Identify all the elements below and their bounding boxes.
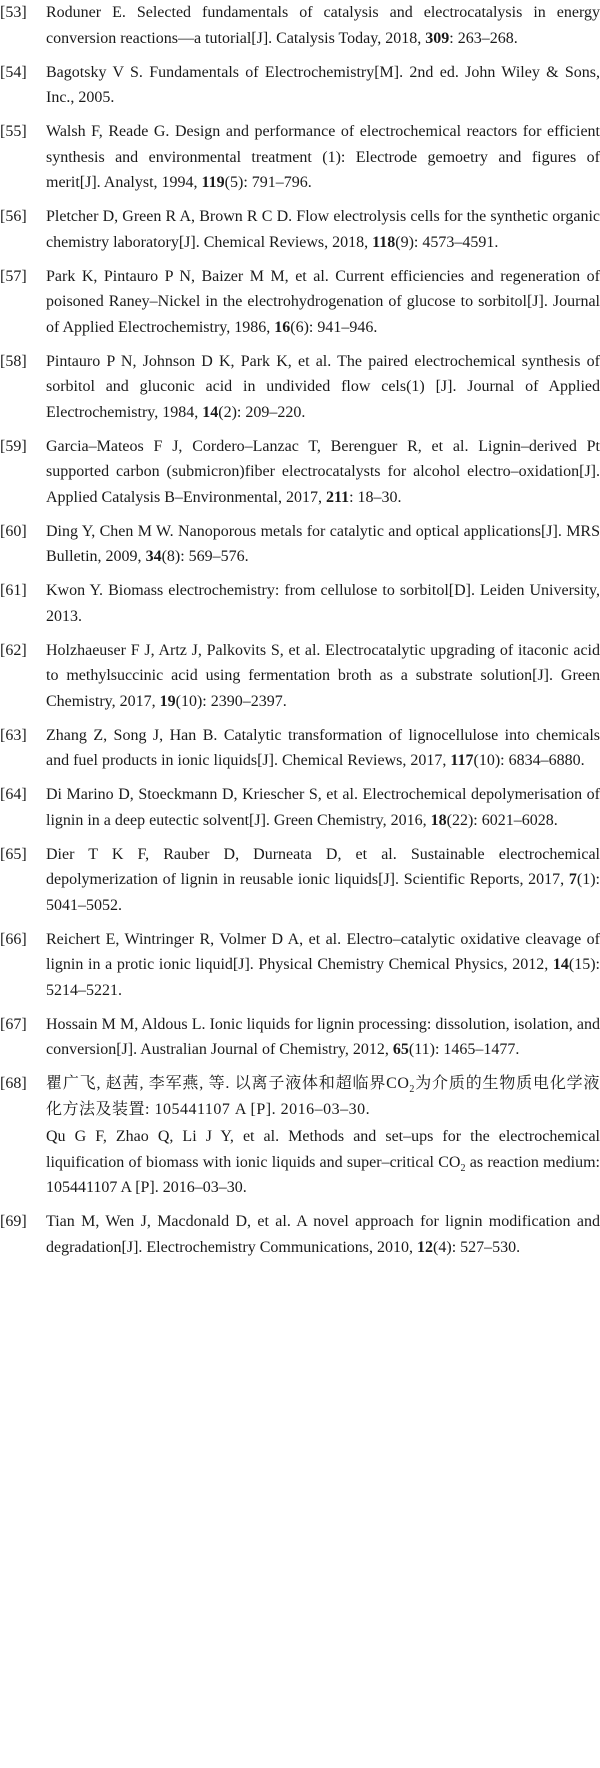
reference-paragraph: Garcia–Mateos F J, Cordero–Lanzac T, Berenguer R, et al. Lignin–derived Pt supported carbon (submicron)fiber electrocatalysts for alcohol electro–oxidation[J]. Applied Catalysis B–Environmental, 2017, 211: 18–30. xyxy=(46,437,600,506)
reference-paragraph: Pintauro P N, Johnson D K, Park K, et al. The paired electrochemical synthesis of sorbitol and gluconic acid in undivided flow cels(1) [J]. Journal of Applied Electrochemistry, 1984, 14(2): 209–220. xyxy=(46,352,600,421)
reference-number: [58] xyxy=(0,352,27,370)
reference-item xyxy=(0,1209,600,1260)
reference-paragraph: Tian M, Wen J, Macdonald D, et al. A novel approach for lignin modification and degradation[J]. Electrochemistry Communications, 2010, 12(4): 527–530. xyxy=(46,1213,600,1256)
reference-paragraph: Di Marino D, Stoeckmann D, Kriescher S, et al. Electrochemical depolymerisation of lignin in a deep eutectic solvent[J]. Green Chemistry, 2016, 18(22): 6021–6028. xyxy=(46,786,600,829)
reference-paragraph: Walsh F, Reade G. Design and performance of electrochemical reactors for efficient synthesis and environmental treatment (1): Electrode gemoetry and figures of merit[J]. Analyst, 1994, 119(5): 791–796. xyxy=(46,123,600,191)
reference-number: [55] xyxy=(0,123,27,140)
reference-paragraph: Park K, Pintauro P N, Baizer M M, et al. Current efficiencies and regeneration of poisoned Raney–Nickel in the electrohydrogenation of glucose to sorbitol[J]. Journal of Applied Electrochemistry, 1986, 16(6): 941–946. xyxy=(46,267,600,336)
reference-text xyxy=(46,264,600,341)
reference-item xyxy=(0,842,600,919)
reference-text xyxy=(46,578,600,629)
reference-item xyxy=(0,60,600,111)
reference-number: [60] xyxy=(0,522,27,540)
volume-number: 12 xyxy=(417,1238,434,1256)
reference-paragraph: Pletcher D, Green R A, Brown R C D. Flow electrolysis cells for the synthetic organic chemistry laboratory[J]. Chemical Reviews, 2018, 118(9): 4573–4591. xyxy=(46,208,600,251)
reference-text xyxy=(46,1209,600,1260)
reference-item xyxy=(0,782,600,833)
reference-text xyxy=(46,434,600,511)
reference-number: [67] xyxy=(0,1015,27,1033)
volume-number: 117 xyxy=(450,752,474,769)
volume-number: 7 xyxy=(568,871,577,888)
reference-number: [65] xyxy=(0,845,27,863)
reference-paragraph: Reichert E, Wintringer R, Volmer D A, et al. Electro–catalytic oxidative cleavage of lignin in a protic ionic liquid[J]. Physical Chemistry Chemical Physics, 2012, 14(15): 5214–5221. xyxy=(46,930,600,999)
reference-text xyxy=(46,638,600,715)
reference-paragraph: Hossain M M, Aldous L. Ionic liquids for lignin processing: dissolution, isolation, and conversion[J]. Australian Journal of Chemistry, 2012, 65(11): 1465–1477. xyxy=(46,1015,600,1058)
reference-text xyxy=(46,119,600,196)
volume-number: 119 xyxy=(201,174,225,191)
reference-number: [57] xyxy=(0,267,27,285)
reference-number: [63] xyxy=(0,726,27,744)
volume-number: 309 xyxy=(425,29,450,47)
volume-number: 211 xyxy=(325,488,350,506)
volume-number: 14 xyxy=(552,956,569,973)
reference-item xyxy=(0,519,600,570)
reference-text xyxy=(46,0,600,51)
reference-item xyxy=(0,0,600,51)
reference-number: [61] xyxy=(0,582,27,599)
reference-item xyxy=(0,204,600,255)
subscript: 2 xyxy=(409,1084,415,1096)
reference-paragraph: 瞿广飞, 赵茜, 李军燕, 等. 以离子液体和超临界$CO_2$为介质的生物质电化学液化方法及装置: 105441107 A [P]. 2016–03–30. xyxy=(46,1075,600,1118)
reference-text xyxy=(46,927,600,1004)
reference-text xyxy=(46,1071,600,1201)
reference-item xyxy=(0,1071,600,1201)
reference-text xyxy=(46,782,600,833)
volume-number: 19 xyxy=(159,692,176,710)
reference-paragraph: Dier T K F, Rauber D, Durneata D, et al. Sustainable electrochemical depolymerization of lignin in reusable ionic liquids[J]. Scientific Reports, 2017, 7(1): 5041–5052. xyxy=(46,845,600,914)
reference-text xyxy=(46,349,600,426)
reference-paragraph: Qu G F, Zhao Q, Li J Y, et al. Methods and set–ups for the electrochemical liquification of biomass with ionic liquids and super–critical $CO_2$ as reaction medium: 105441107 A [P]. 2016–03–30. xyxy=(46,1128,600,1196)
reference-number: [69] xyxy=(0,1213,27,1230)
reference-text xyxy=(46,842,600,919)
reference-text xyxy=(46,204,600,255)
reference-item xyxy=(0,434,600,511)
reference-item xyxy=(0,264,600,341)
reference-item xyxy=(0,1012,600,1063)
reference-number: [66] xyxy=(0,930,27,948)
reference-number: [64] xyxy=(0,786,27,803)
volume-number: 18 xyxy=(430,811,447,829)
subscript: 2 xyxy=(460,1162,466,1174)
volume-number: 65 xyxy=(392,1041,409,1058)
reference-number: [59] xyxy=(0,437,27,455)
volume-number: 14 xyxy=(202,403,219,421)
reference-number: [68] xyxy=(0,1075,27,1092)
reference-text xyxy=(46,60,600,111)
reference-item xyxy=(0,638,600,715)
reference-paragraph: Ding Y, Chen M W. Nanoporous metals for catalytic and optical applications[J]. MRS Bulletin, 2009, 34(8): 569–576. xyxy=(46,522,600,565)
reference-item xyxy=(0,119,600,196)
volume-number: 16 xyxy=(274,318,291,336)
reference-number: [54] xyxy=(0,63,27,81)
reference-number: [62] xyxy=(0,641,27,659)
reference-number: [53] xyxy=(0,4,27,21)
reference-text xyxy=(46,1012,600,1063)
reference-item xyxy=(0,927,600,1004)
reference-item xyxy=(0,349,600,426)
volume-number: 118 xyxy=(372,233,396,251)
reference-item xyxy=(0,578,600,629)
reference-paragraph: Bagotsky V S. Fundamentals of Electrochemistry[M]. 2nd ed. John Wiley & Sons, Inc., 2005. xyxy=(46,63,600,106)
reference-paragraph: Holzhaeuser F J, Artz J, Palkovits S, et al. Electrocatalytic upgrading of itaconic acid to methylsuccinic acid using fermentation broth as a substrate solution[J]. Green Chemistry, 2017, 19(10): 2390–2397. xyxy=(46,641,600,710)
reference-text xyxy=(46,519,600,570)
reference-paragraph: Zhang Z, Song J, Han B. Catalytic transformation of lignocellulose into chemicals and fuel products in ionic liquids[J]. Chemical Reviews, 2017, 117(10): 6834–6880. xyxy=(46,726,600,769)
volume-number: 34 xyxy=(145,548,162,565)
reference-paragraph: Kwon Y. Biomass electrochemistry: from cellulose to sorbitol[D]. Leiden University, 2013. xyxy=(46,582,600,625)
reference-paragraph: Roduner E. Selected fundamentals of catalysis and electrocatalysis in energy conversion reactions—a tutorial[J]. Catalysis Today, 2018, 309: 263–268. xyxy=(46,4,600,47)
reference-number: [56] xyxy=(0,208,27,225)
reference-text xyxy=(46,723,600,774)
reference-item xyxy=(0,723,600,774)
